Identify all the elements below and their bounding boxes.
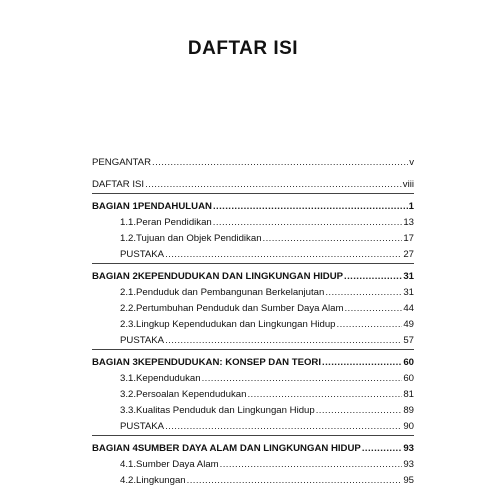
toc-entry-label: Lingkungan xyxy=(136,475,186,486)
toc-entry-daftar-isi[interactable] xyxy=(92,176,414,190)
toc-leader-dots xyxy=(362,443,403,454)
toc-section-bagian-3[interactable] xyxy=(92,354,414,368)
toc-entry-page: 17 xyxy=(403,233,414,244)
toc-entry-page: 60 xyxy=(403,373,414,384)
toc-leader-dots xyxy=(145,179,402,190)
toc-section-number: BAGIAN 3 xyxy=(92,357,138,368)
toc-leader-dots xyxy=(165,421,402,432)
toc-section-label: PENDAHULUAN xyxy=(137,201,212,212)
toc-entry-label: Pertumbuhan Penduduk dan Sumber Daya Alam xyxy=(136,303,344,314)
toc-entry-3-2[interactable] xyxy=(92,386,414,400)
toc-section-number: BAGIAN 2 xyxy=(92,271,138,282)
toc-leader-dots xyxy=(213,217,403,228)
toc-leader-dots xyxy=(187,475,403,486)
toc-entry-page: 93 xyxy=(403,459,414,470)
toc-entry-label: PUSTAKA xyxy=(120,249,165,260)
toc-leader-dots xyxy=(152,157,408,168)
toc-leader-dots xyxy=(344,271,402,282)
toc-entry-label: Tujuan dan Objek Pendidikan xyxy=(136,233,262,244)
toc-leader-dots xyxy=(322,357,402,368)
toc-entry-label: Persoalan Kependudukan xyxy=(136,389,247,400)
toc-entry-page: 60 xyxy=(403,357,414,368)
toc-entry-pustaka-2[interactable] xyxy=(92,332,414,346)
toc-leader-dots xyxy=(247,389,402,400)
toc-entry-pustaka-1[interactable] xyxy=(92,246,414,260)
toc-entry-page: 13 xyxy=(403,217,414,228)
toc-entry-page: 31 xyxy=(403,271,414,282)
toc-entry-number: 4.2. xyxy=(120,475,137,486)
toc-entry-number: 3.3. xyxy=(120,405,137,416)
page-title: DAFTAR ISI xyxy=(187,38,299,59)
toc-leader-dots xyxy=(213,201,408,212)
toc-entry-label: PUSTAKA xyxy=(120,335,165,346)
section-divider xyxy=(92,193,414,194)
toc-entry-page: 93 xyxy=(403,443,414,454)
toc-leader-dots xyxy=(165,335,402,346)
toc-entry-page: viii xyxy=(402,179,414,190)
toc-entry-label: Penduduk dan Pembangunan Berkelanjutan xyxy=(136,287,325,298)
toc-entry-page: 90 xyxy=(403,421,414,432)
toc-leader-dots xyxy=(344,303,402,314)
toc-entry-label: PUSTAKA xyxy=(120,421,165,432)
toc-entry-pustaka-3[interactable] xyxy=(92,418,414,432)
toc-entry-page: 49 xyxy=(403,319,414,330)
toc-section-number: BAGIAN 4 xyxy=(92,443,138,454)
toc-entry-label: DAFTAR ISI xyxy=(92,179,145,190)
toc-section-label: KEPENDUDUKAN: KONSEP DAN TEORI xyxy=(137,357,322,368)
toc-entry-number: 4.1. xyxy=(120,459,137,470)
toc-entry-1-2[interactable] xyxy=(92,230,414,244)
toc-entry-page: 44 xyxy=(403,303,414,314)
toc-entry-2-2[interactable] xyxy=(92,300,414,314)
toc-entry-number: 1.2. xyxy=(120,233,137,244)
toc-leader-dots xyxy=(202,373,403,384)
toc-entry-page: 81 xyxy=(403,389,414,400)
toc-entry-page: v xyxy=(409,157,414,168)
toc-leader-dots xyxy=(316,405,403,416)
toc-leader-dots xyxy=(165,249,402,260)
toc-entry-page: 1 xyxy=(408,201,414,212)
toc-entry-label: PENGANTAR xyxy=(92,157,151,168)
toc-entry-3-3[interactable] xyxy=(92,402,414,416)
toc-section-bagian-2[interactable] xyxy=(92,268,414,282)
toc-section-label: KEPENDUDUKAN DAN LINGKUNGAN HIDUP xyxy=(137,271,344,282)
toc-entry-3-1[interactable] xyxy=(92,370,414,384)
toc-entry-number: 2.2. xyxy=(120,303,137,314)
toc-leader-dots xyxy=(337,319,403,330)
section-divider xyxy=(92,435,414,436)
section-divider xyxy=(92,349,414,350)
toc-entry-number: 2.3. xyxy=(120,319,137,330)
toc-entry-label: Kependudukan xyxy=(136,373,201,384)
toc-leader-dots xyxy=(220,459,403,470)
toc-leader-dots xyxy=(263,233,403,244)
toc-section-bagian-1[interactable] xyxy=(92,198,414,212)
toc-entry-label: Peran Pendidikan xyxy=(136,217,212,228)
toc-entry-page: 57 xyxy=(403,335,414,346)
toc-section-label: SUMBER DAYA ALAM DAN LINGKUNGAN HIDUP xyxy=(137,443,361,454)
toc-entry-number: 1.1. xyxy=(120,217,137,228)
toc-entry-label: Lingkup Kependudukan dan Lingkungan Hidup xyxy=(136,319,336,330)
toc-entry-1-1[interactable] xyxy=(92,214,414,228)
toc-section-number: BAGIAN 1 xyxy=(92,201,138,212)
section-divider xyxy=(92,263,414,264)
toc-entry-number: 3.2. xyxy=(120,389,137,400)
toc-entry-label: Sumber Daya Alam xyxy=(136,459,219,470)
toc-entry-number: 3.1. xyxy=(120,373,137,384)
toc-entry-2-1[interactable] xyxy=(92,284,414,298)
toc-entry-4-1[interactable] xyxy=(92,456,414,470)
toc-section-bagian-4[interactable] xyxy=(92,440,414,454)
toc-leader-dots xyxy=(325,287,402,298)
toc-entry-pengantar[interactable] xyxy=(92,154,414,168)
toc-entry-page: 27 xyxy=(403,249,414,260)
toc-entry-2-3[interactable] xyxy=(92,316,414,330)
toc-entry-4-2[interactable] xyxy=(92,472,414,486)
toc-entry-page: 95 xyxy=(403,475,414,486)
toc-entry-page: 31 xyxy=(403,287,414,298)
toc-entry-number: 2.1. xyxy=(120,287,137,298)
toc-entry-label: Kualitas Penduduk dan Lingkungan Hidup xyxy=(136,405,315,416)
toc-entry-page: 89 xyxy=(403,405,414,416)
